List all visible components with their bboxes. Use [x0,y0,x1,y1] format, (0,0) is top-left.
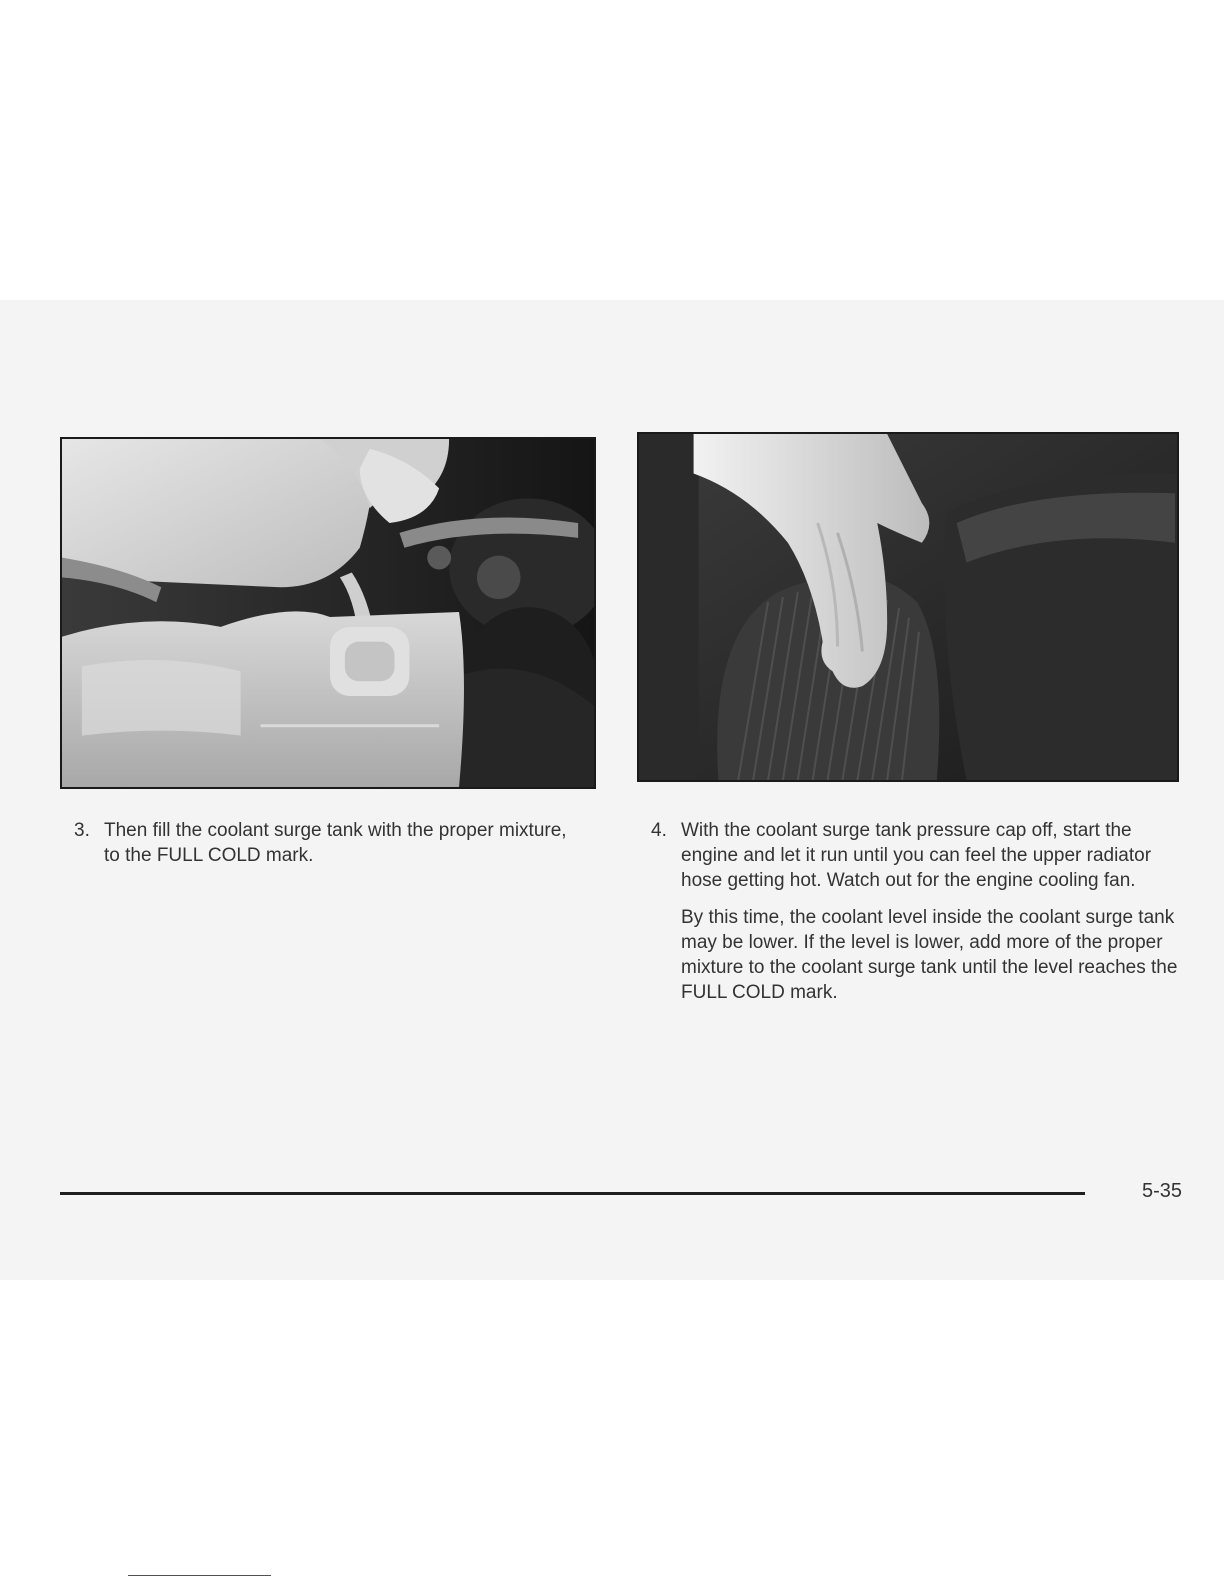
step-number: 4. [651,820,667,841]
page-number: 5-35 [1142,1180,1183,1202]
photo-filling-surge-tank-image [62,439,594,787]
step-paragraph: Then fill the coolant surge tank with the proper mixture, to the FULL COLD mark. [104,820,567,866]
step-paragraph: By this time, the coolant level inside the coolant surge tank may be lower. If the level is lower, add more of the proper mixture to the coolant surge tank until the level reaches the FULL COLD mark. [681,907,1178,1003]
step-body [681,818,1191,1017]
link-underline [128,1575,271,1576]
photo-checking-radiator-hose-image [639,434,1177,780]
photo-filling-surge-tank [60,437,596,789]
photo-checking-radiator-hose [637,432,1179,782]
footer-rule [60,1192,1085,1195]
step-paragraph: With the coolant surge tank pressure cap off, start the engine and let it run until you can feel the upper radiator hose getting hot. Watch out for the engine cooling fan. [681,820,1152,891]
step-body [104,818,574,880]
step-number: 3. [74,820,90,841]
